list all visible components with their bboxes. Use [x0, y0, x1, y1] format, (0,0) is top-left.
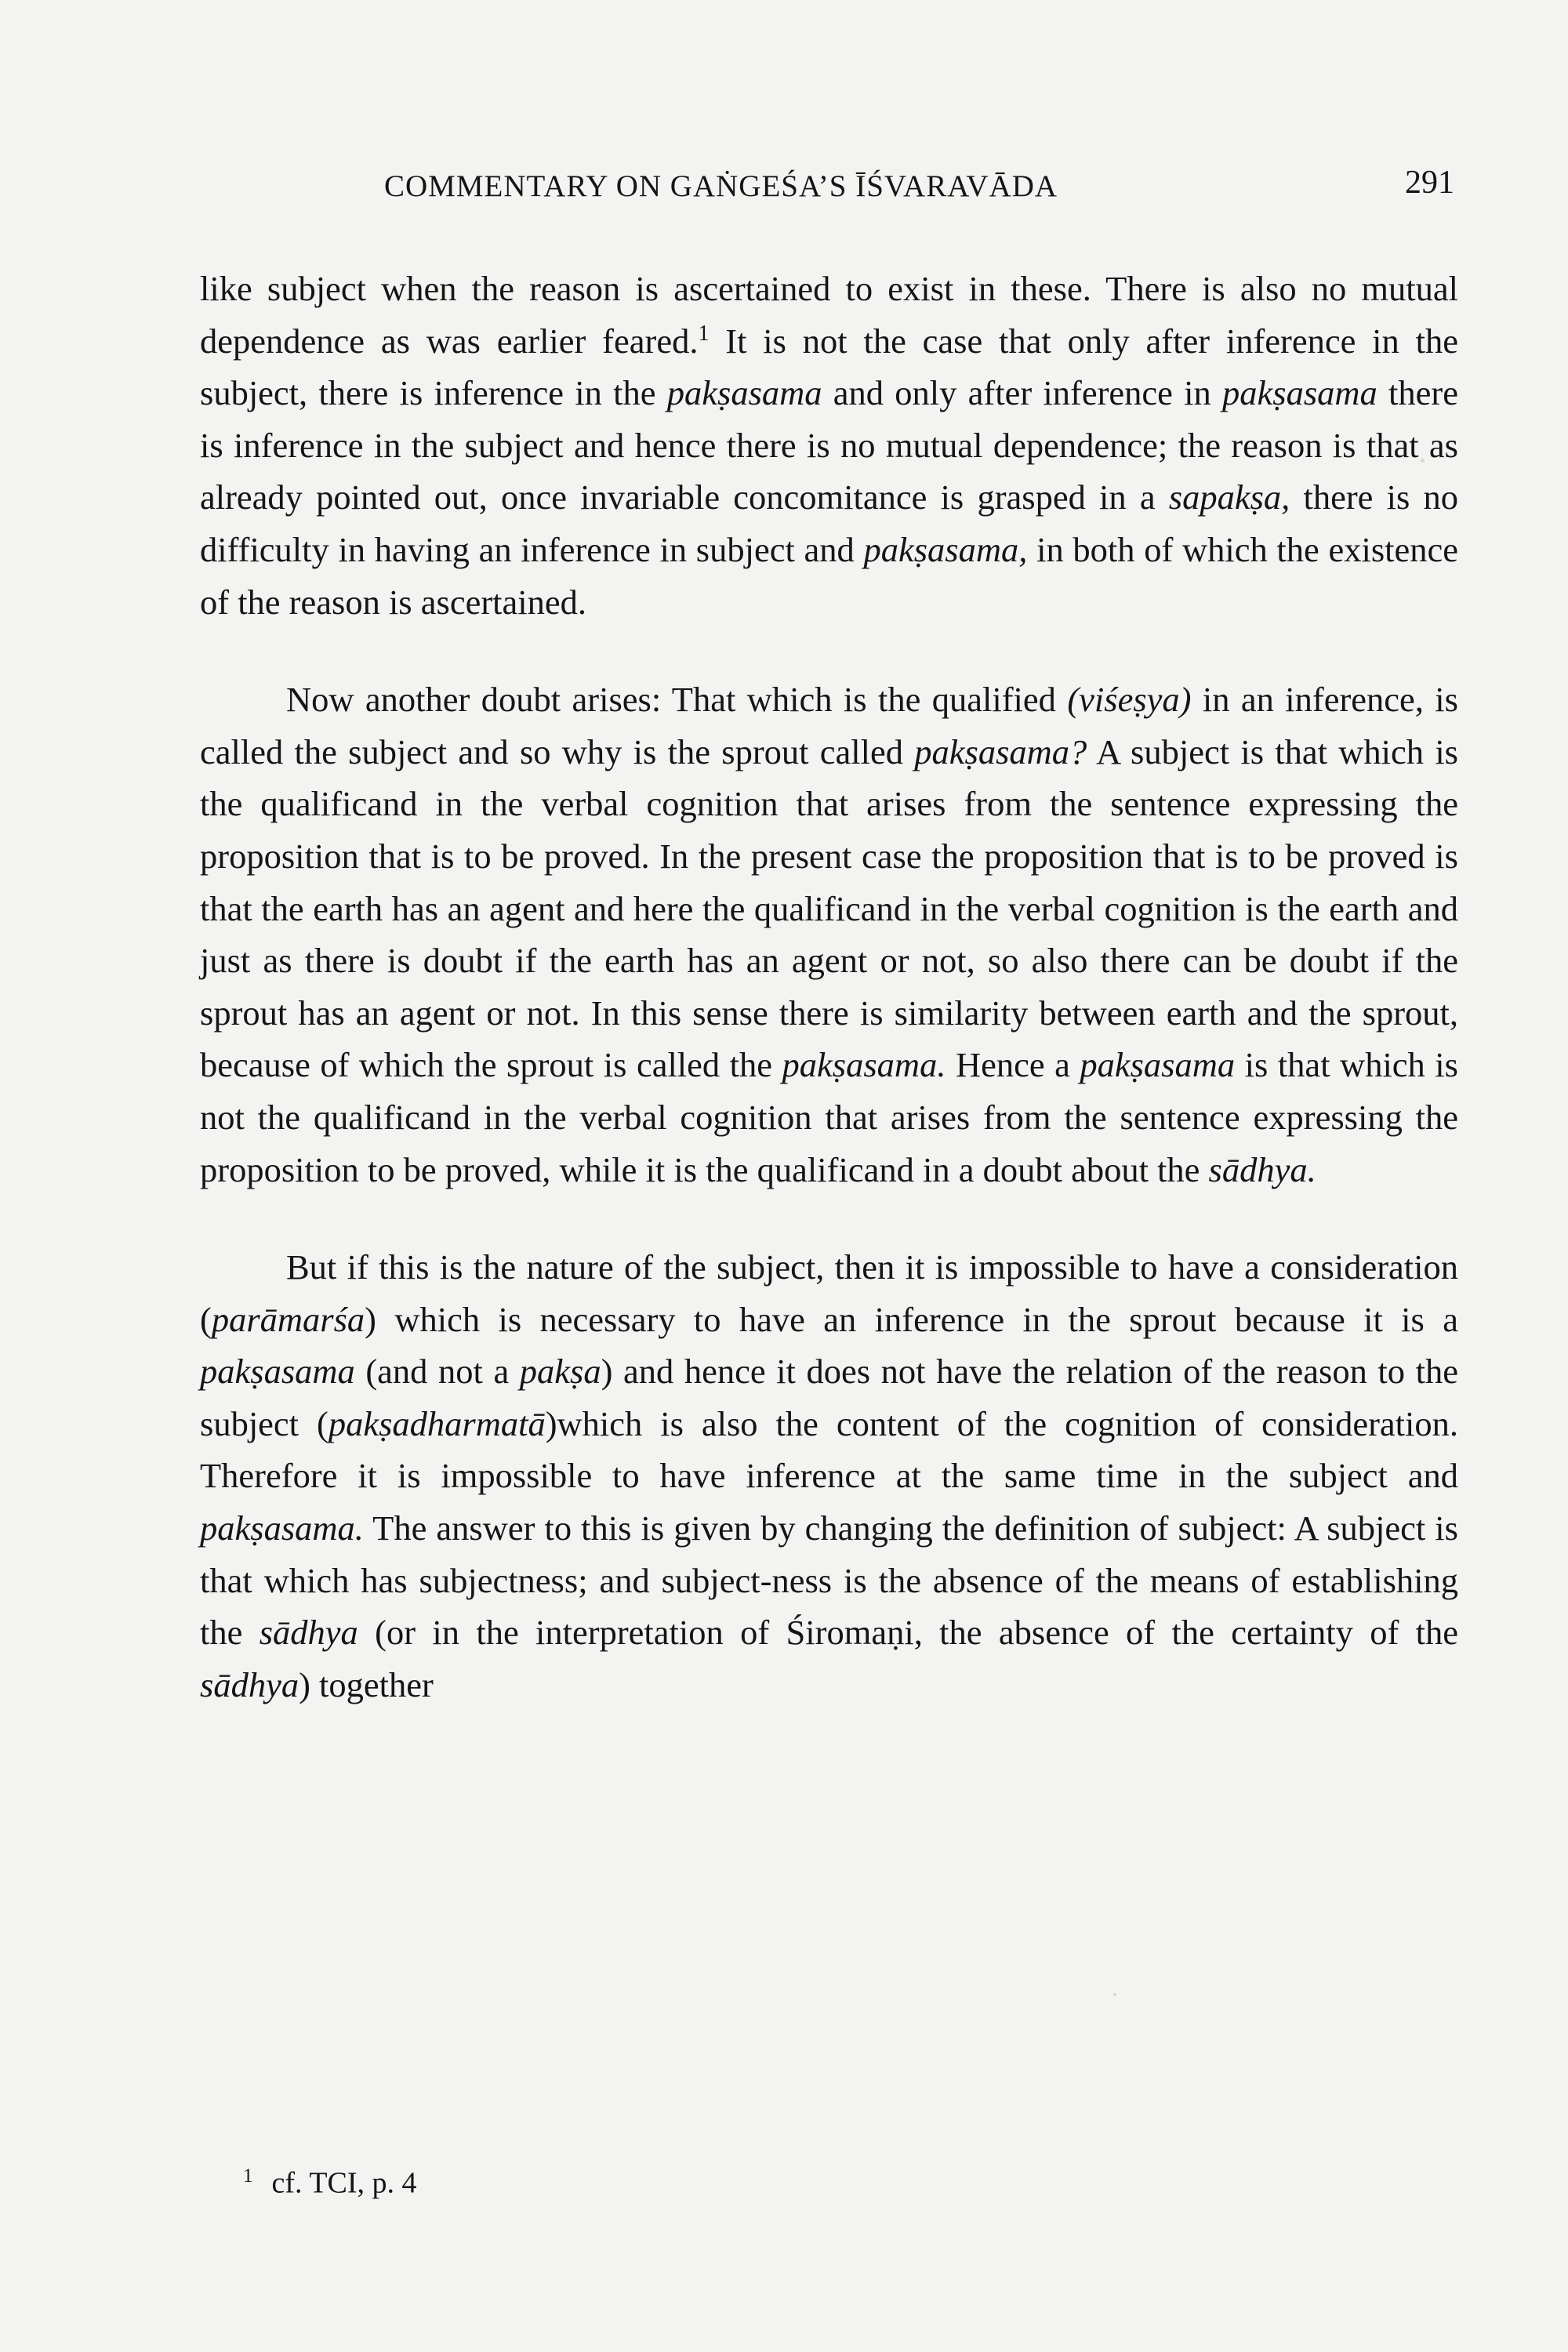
page-header [200, 165, 1454, 216]
text-segment: Now another doubt arises: That which is the qualified [286, 680, 1068, 720]
footnote-marker: 1 [243, 2165, 253, 2187]
italic-term: sādhya [200, 1664, 299, 1704]
running-head: COMMENTARY ON GAṄGEŚA’S ĪŚVARAVĀDA [384, 169, 1058, 203]
paper-speck [1113, 1993, 1116, 1996]
text-segment: (and not a [354, 1352, 520, 1392]
main-text [200, 263, 1458, 1756]
italic-term: pakṣasama [1080, 1045, 1236, 1085]
paragraph-2 [200, 673, 1458, 1196]
text-segment: Hence a [946, 1045, 1080, 1085]
italic-term: pakṣasama [200, 1352, 355, 1392]
text-segment: The answer to this is given by changing the definition of subject: A subject is that which has subjectness; and subject-ness is the absence of the means of establishing the [200, 1508, 1458, 1653]
page-number: 291 [1405, 165, 1454, 201]
text-segment: there is no difficulty in having an inference in subject and [200, 477, 1458, 569]
italic-term: pakṣasama [1222, 373, 1377, 413]
text-segment: ) which is necessary to have an inference in the sprout because it is a [365, 1299, 1458, 1339]
text-segment: ) together [299, 1664, 434, 1704]
text-segment: and only after inference in [822, 373, 1223, 413]
italic-term: sādhya [259, 1613, 358, 1653]
italic-term: sādhya. [1208, 1149, 1316, 1189]
italic-term: pakṣasama [666, 373, 822, 413]
footnote-text: cf. TCI, p. 4 [271, 2166, 417, 2200]
text-segment: is that which is not the qualificand in the verbal cognition that arises from the sentence expressing the proposition to be proved, while it is the qualificand in a doubt about the [200, 1045, 1458, 1189]
footnote-reference: 1 [698, 321, 710, 346]
text-segment: in both of which the existence of the reason is ascertained. [200, 529, 1459, 622]
text-segment: ) and hence it does not have the relation of the reason to the subject ( [200, 1352, 1458, 1443]
paragraph-3 [200, 1241, 1458, 1711]
text-segment: It is not the case that only after inference in the subject, there is inference in the [200, 321, 1458, 413]
text-segment: in an inference, is called the subject and so why is the sprout called [200, 680, 1458, 771]
italic-term: parāmarśa [211, 1299, 365, 1339]
footnote [243, 2165, 417, 2201]
italic-term: pakṣasama, [863, 529, 1028, 569]
text-segment: But if this is the nature of the subject, then it is impossible to have a consideration ( [200, 1247, 1458, 1339]
text-segment: like subject when the reason is ascertained to exist in these. There is also no mutual dependence as was earlier feared. [200, 269, 1458, 361]
italic-term: pakṣasama? [914, 731, 1087, 771]
paragraph-1 [200, 263, 1458, 628]
text-segment: A subject is that which is the qualificand in the verbal cognition that arises from the sentence expressing the proposition that is to be proved. In the present case the proposition that is to be proved is that the earth has an agent and here the qualificand in the verbal cognition is the earth and just as there is doubt if the earth has an agent or not, so also there can be doubt if the sprout has an agent or not. In this sense there is similarity between earth and the sprout, because of which the sprout is called the [200, 731, 1458, 1085]
italic-term: pakṣasama. [200, 1508, 364, 1548]
text-segment: there is inference in the subject and hence there is no mutual dependence; the reason is that as already pointed out, once invariable concomitance is grasped in a [200, 373, 1458, 517]
text-segment: (or in the interpretation of Śiromaṇi, the absence of the certainty of the [358, 1613, 1458, 1653]
italic-term: sapakṣa, [1168, 477, 1290, 517]
italic-term: pakṣasama. [782, 1045, 946, 1085]
italic-term: pakṣadharmatā [328, 1403, 546, 1443]
italic-term: (viśeṣya) [1067, 680, 1192, 720]
italic-term: pakṣa [519, 1352, 601, 1392]
text-segment: )which is also the content of the cognition of consideration. Therefore it is impossible to have inference at the same time in the subject and [200, 1403, 1458, 1496]
